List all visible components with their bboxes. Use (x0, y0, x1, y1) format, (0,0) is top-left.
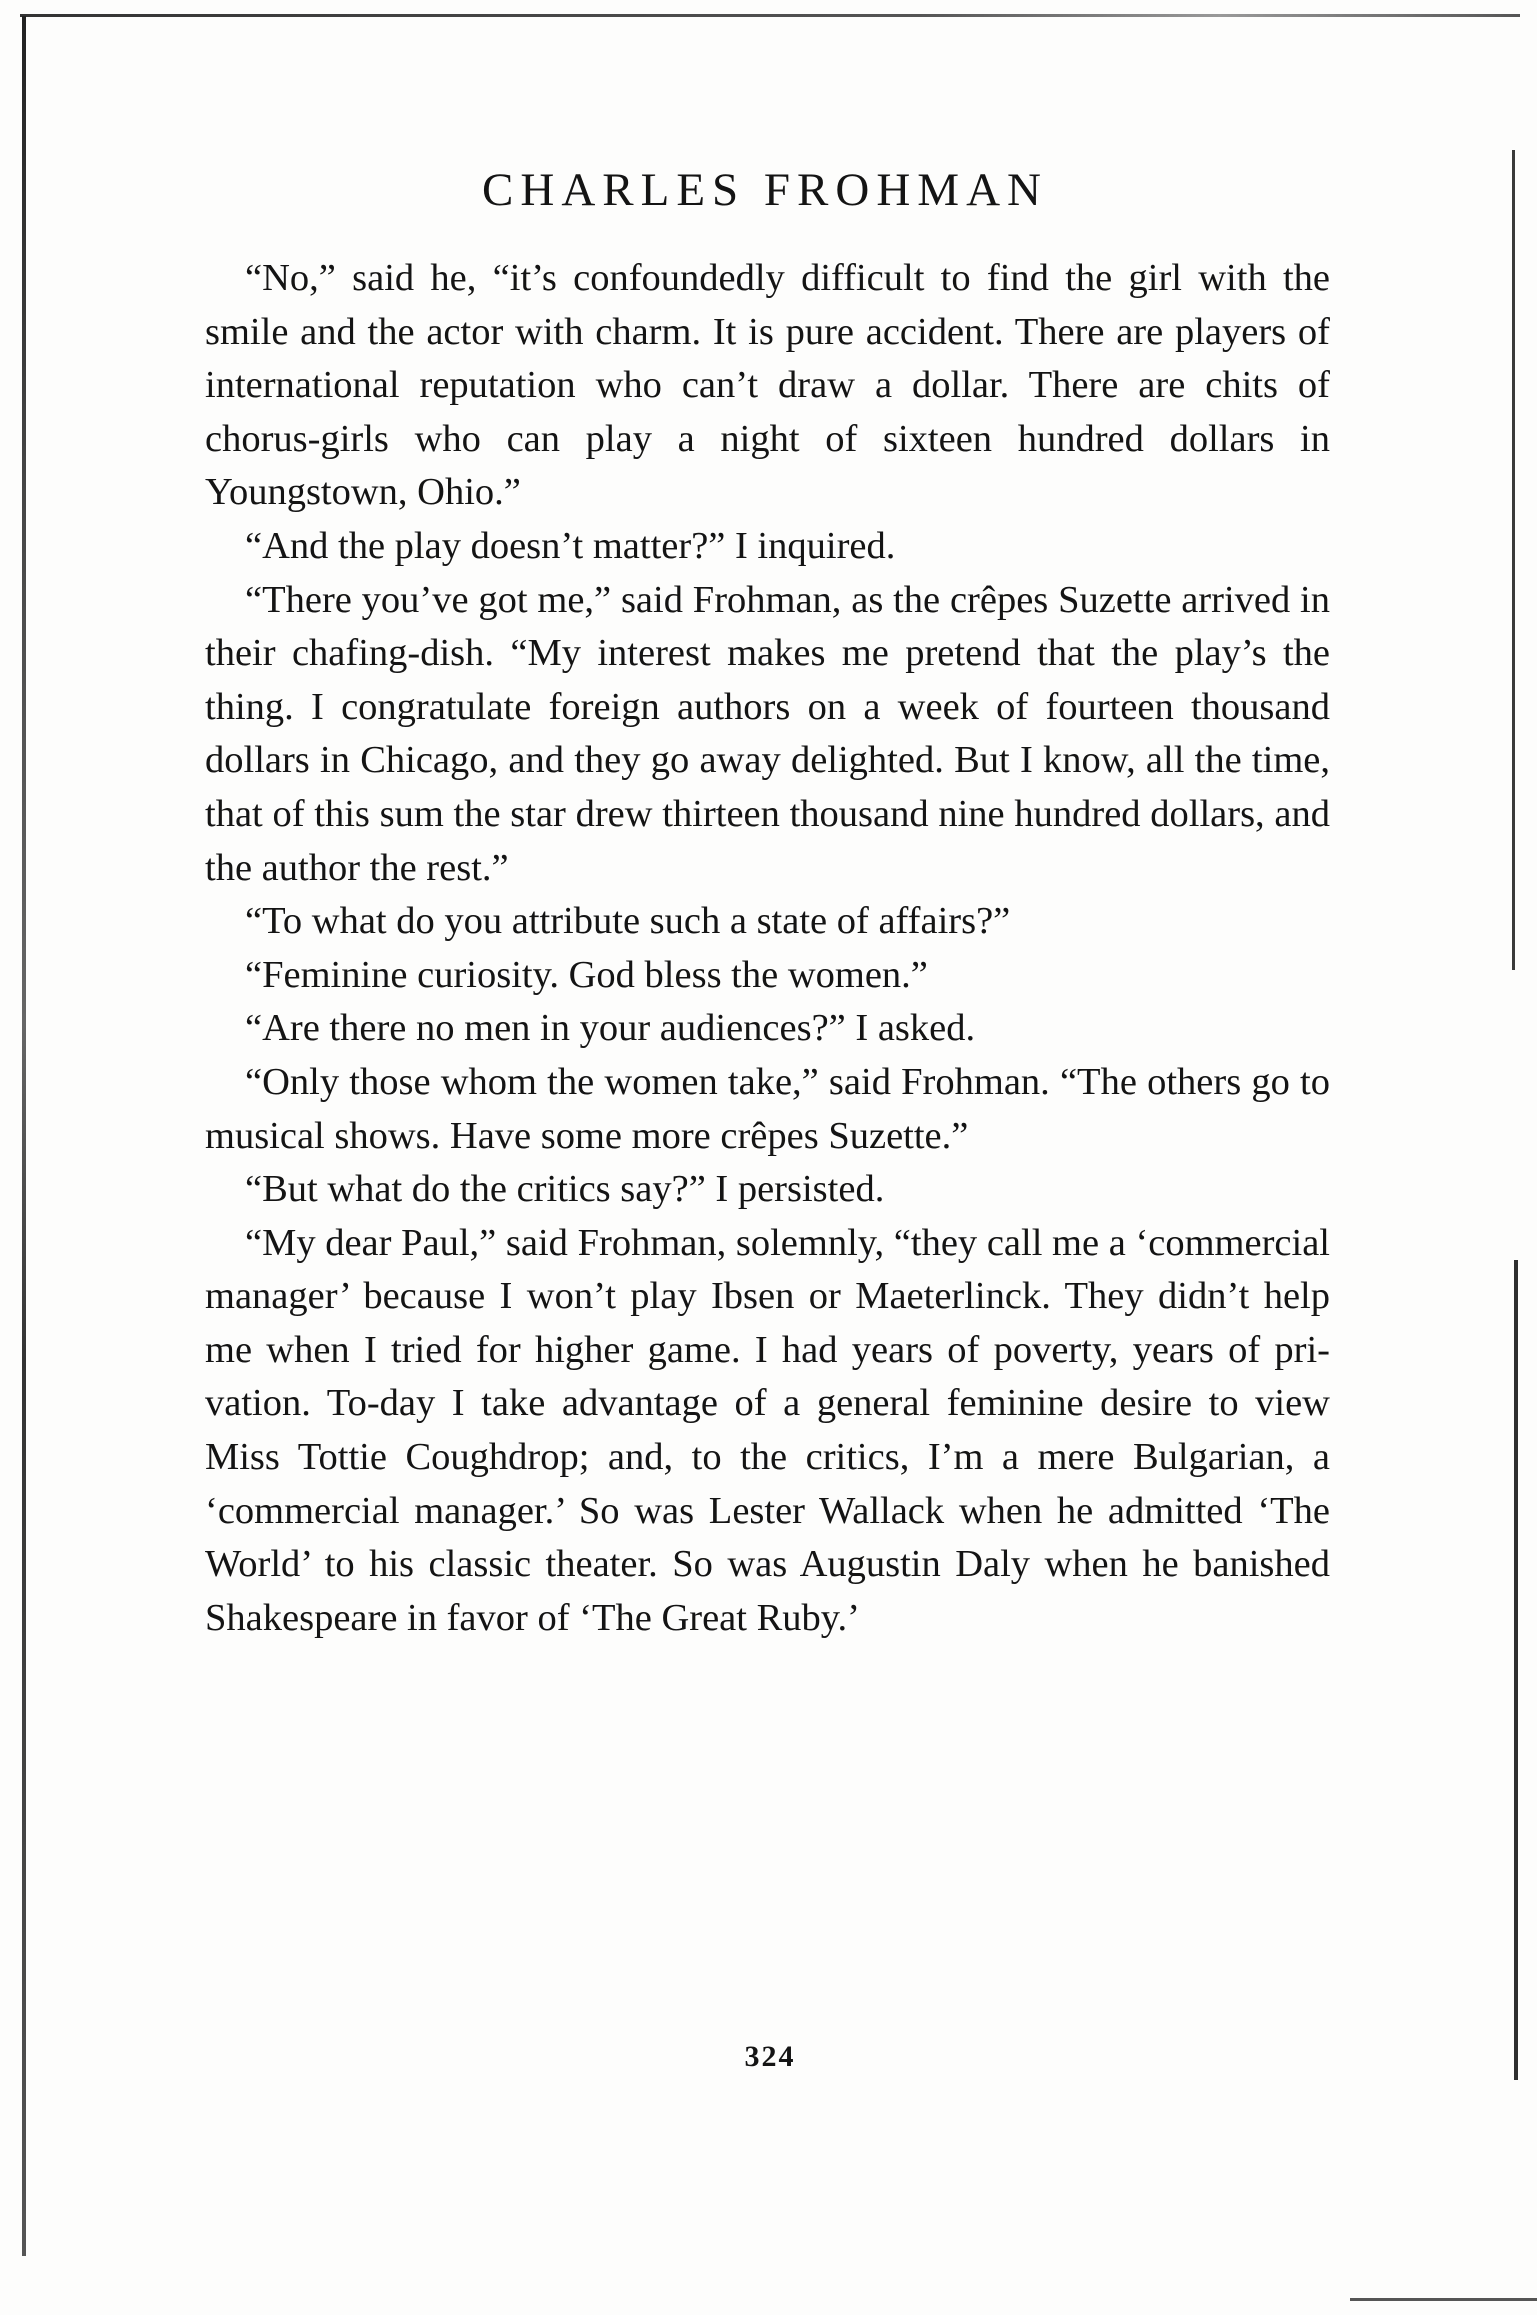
page-number: 324 (744, 2040, 796, 2073)
paragraph: “Feminine curiosity. God bless the women.” (245, 953, 928, 996)
paragraph: “And the play doesn’t matter?” I inquired. (245, 524, 896, 567)
scan-edge-left (22, 16, 26, 2256)
paragraph: “There you’ve got me,” said Frohman, as the crêpes Suzette arrived in their chafing-dish. “My interest makes me pretend that the play’s the thing. I congratulate foreign authors on a week of fourteen thousand dollars in Chicago, and they go away delighted. But I know, all the time, that of this sum the star drew thirteen thousand nine hundred dollars, and the author the rest.” (205, 578, 1330, 889)
paragraph: “My dear Paul,” said Frohman, solemnly, “they call me a ‘commercial manager’ because I won’t play Ibsen or Maeterlinck. They didn’t help me when I tried for higher game. I had years of poverty, years of privation. To-day I take advantage of a general feminine desire to view Miss Tottie Coughdrop; and, to the critics, I’m a mere Bulgarian, a ‘commercial manager.’ So was Lester Wallack when he admitted ‘The World’ to his classic theater. So was Augustin Daly when he banished Shakespeare in favor of ‘The Great Ruby.’ (205, 1221, 1330, 1639)
running-head: CHARLES FROHMAN (482, 164, 1048, 216)
scan-edge-right-upper (1512, 150, 1515, 970)
body-text (205, 252, 1330, 1645)
paragraph: “Only those whom the women take,” said Frohman. “The others go to musical shows. Have some more crêpes Suzette.” (205, 1060, 1330, 1157)
scan-edge-top (20, 14, 1520, 17)
scan-edge-right-lower (1514, 1260, 1518, 2080)
paragraph: “No,” said he, “it’s confoundedly difficult to find the girl with the smile and the actor with charm. It is pure accident. There are players of international reputation who can’t draw a dollar. There are chits of chorus-girls who can play a night of sixteen hundred dollars in Youngstown, Ohio.” (205, 257, 1330, 514)
paragraph: “But what do the critics say?” I persisted. (245, 1168, 885, 1211)
paragraph: “Are there no men in your audiences?” I asked. (245, 1007, 976, 1050)
scan-edge-bottom (1350, 2298, 1537, 2301)
paragraph: “To what do you attribute such a state of affairs?” (245, 900, 1011, 943)
